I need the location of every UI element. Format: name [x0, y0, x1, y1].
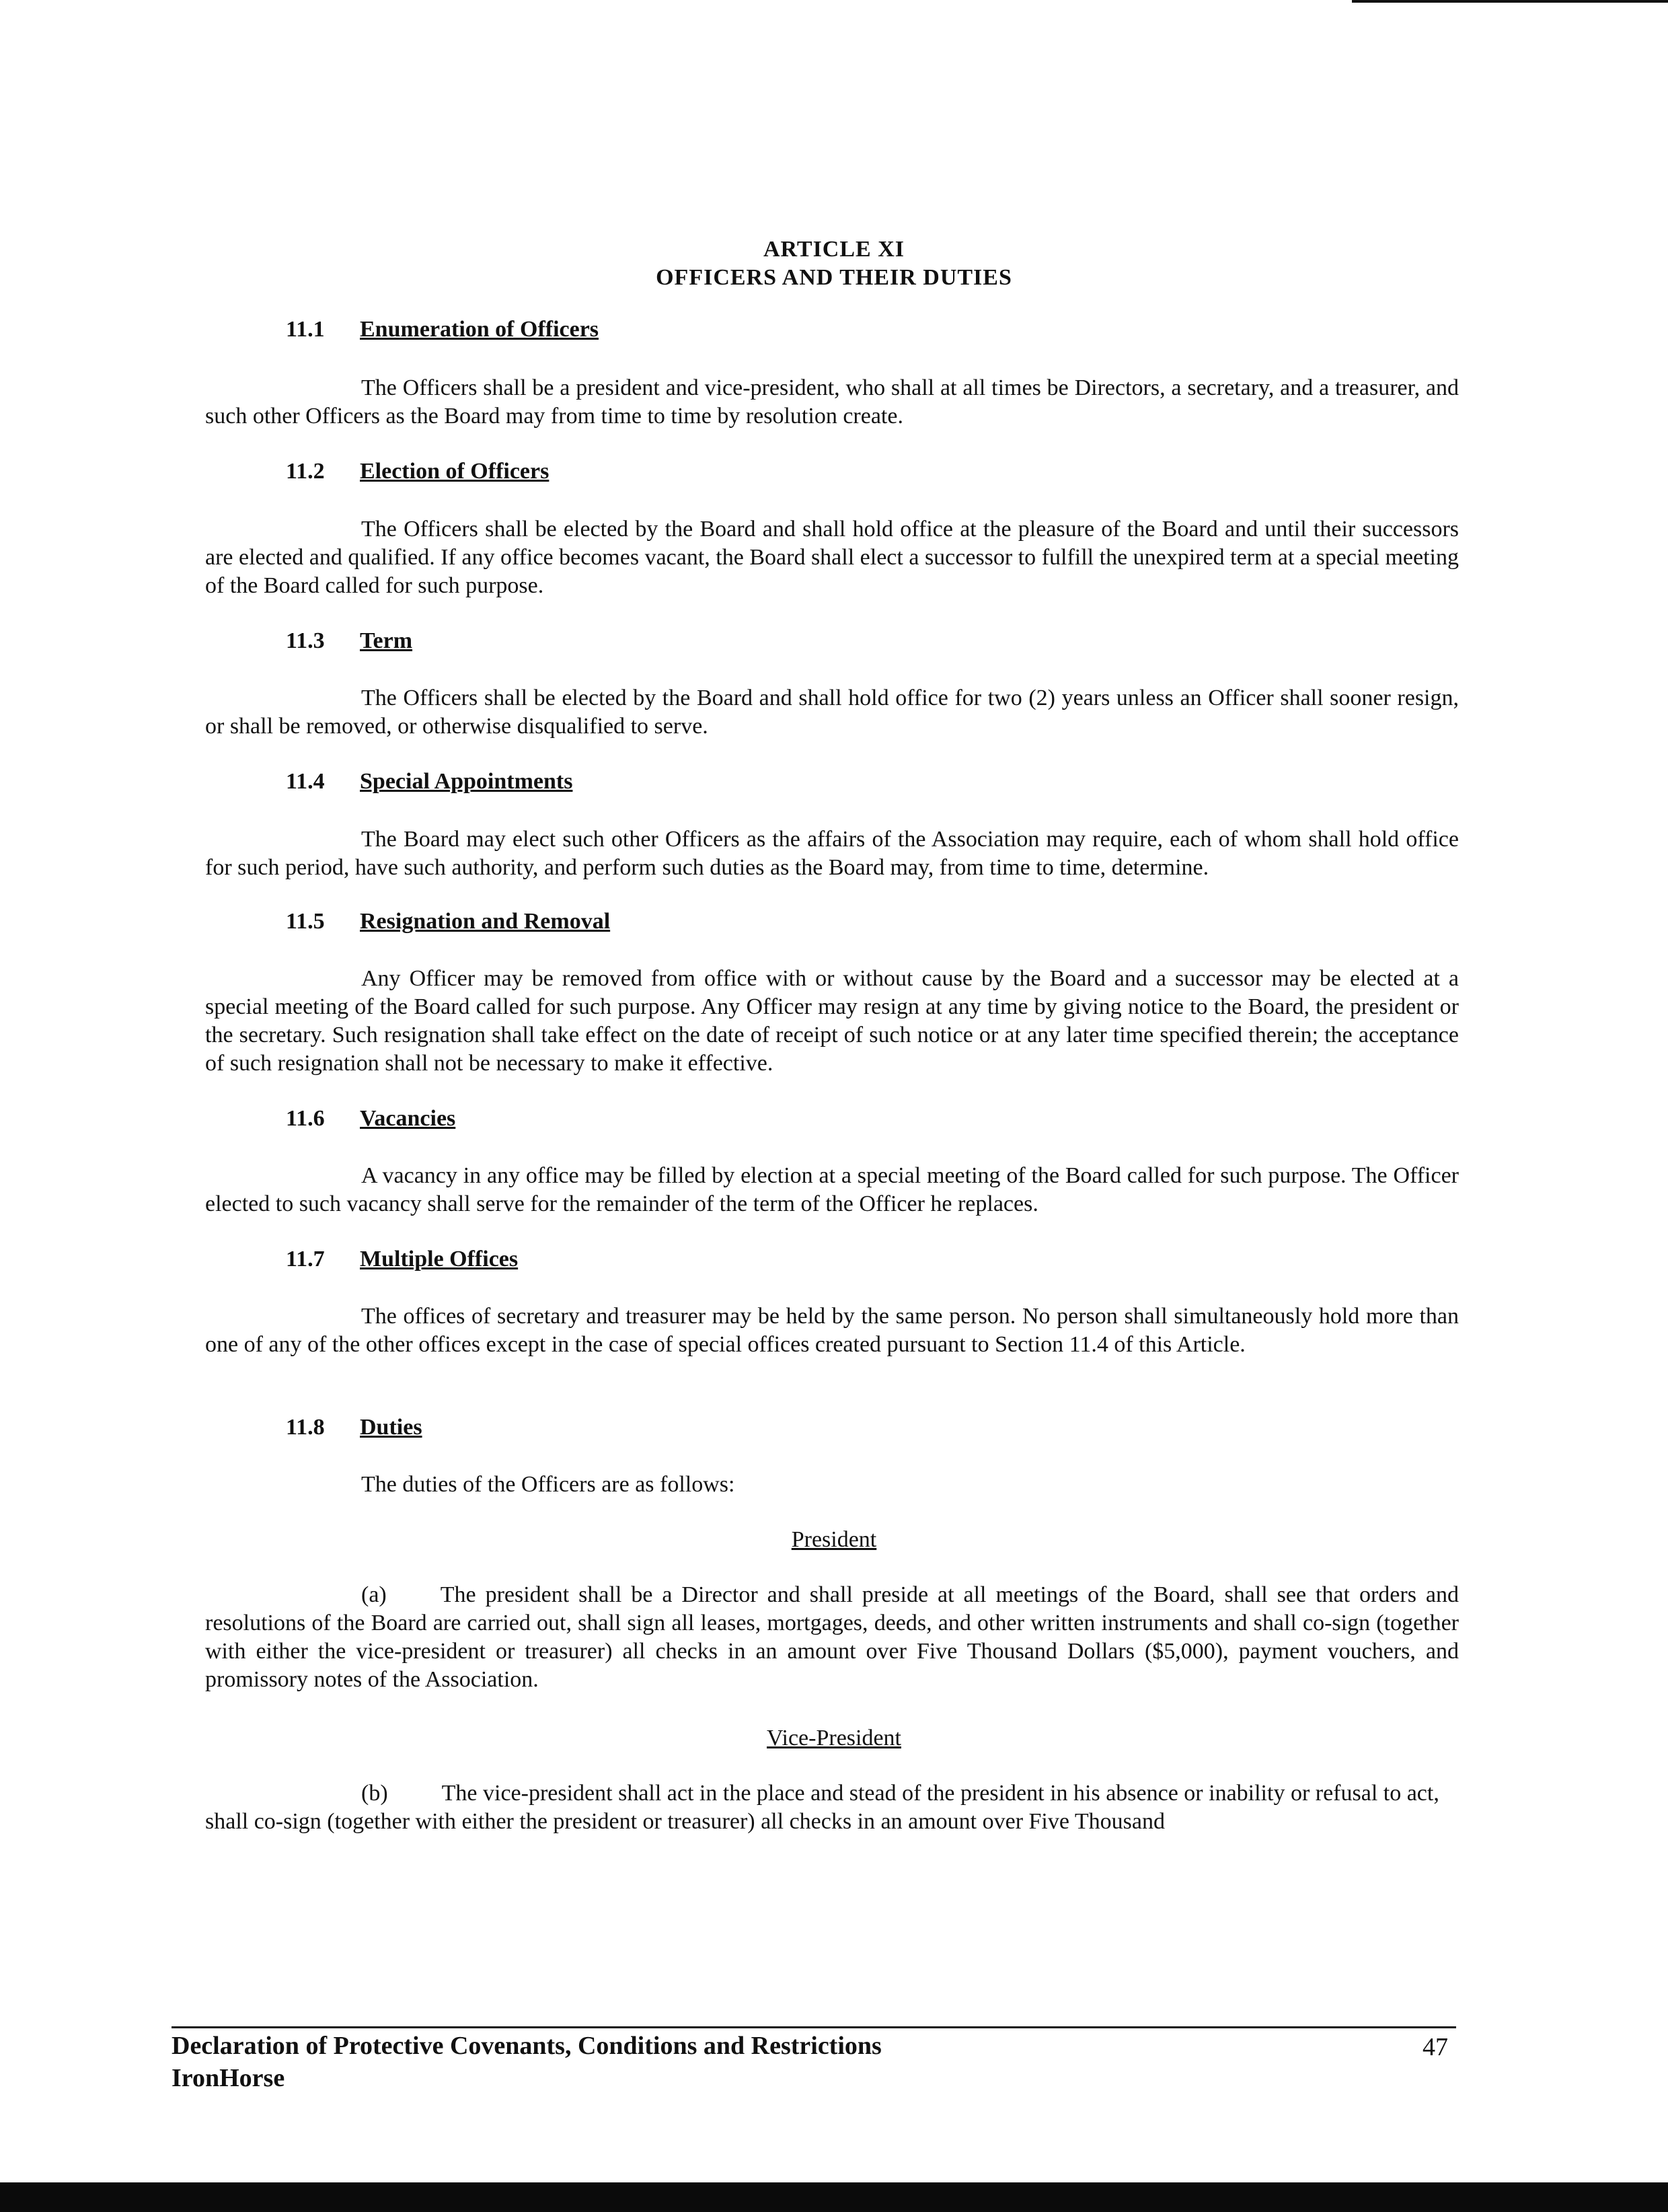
section-paragraph-11-2	[205, 515, 1459, 600]
paragraph-text: The Board may elect such other Officers as the affairs of the Association may require, each of whom shall hold office for such period, have such authority, and perform such duties as the Board may, from time to time, determine.	[205, 827, 1459, 880]
article-subtitle: OFFICERS AND THEIR DUTIES	[656, 265, 1012, 290]
section-number: 11.1	[286, 317, 325, 342]
page-number: 47	[1423, 2033, 1448, 2061]
section-heading-11-3	[286, 628, 412, 655]
section-title: Duties	[360, 1415, 422, 1440]
duty-text: The vice-president shall act in the place and stead of the president in his absence or inability or refusal to act, shall co-sign (together with either the president or treasurer) all checks in an amount over Five Thousand	[205, 1781, 1439, 1834]
paragraph-text: The Officers shall be elected by the Board and shall hold office for two (2) years unless an Officer shall sooner resign, or shall be removed, or otherwise disqualified to serve.	[205, 686, 1459, 739]
duty-heading-vice-president: Vice-President	[767, 1726, 901, 1750]
scan-bottom-band	[0, 2182, 1668, 2212]
section-paragraph-11-6	[205, 1162, 1459, 1218]
section-title: Special Appointments	[360, 769, 573, 794]
paragraph-text: The duties of the Officers are as follows:	[361, 1472, 735, 1497]
section-heading-11-1	[286, 316, 599, 343]
section-title: Resignation and Removal	[360, 909, 611, 934]
section-heading-11-4	[286, 768, 572, 795]
section-paragraph-11-5	[205, 965, 1459, 1078]
duty-label: (a)	[361, 1582, 387, 1607]
section-paragraph-11-3	[205, 684, 1459, 741]
duty-text: The president shall be a Director and shall preside at all meetings of the Board, shall see that orders and resolutions of the Board are carried out, shall sign all leases, mortgages, deeds, and other written instruments and shall co-sign (together with either the vice-president or treasurer) all checks in an amount over Five Thousand Dollars ($5,000), payment vouchers, and promissory notes of the Association.	[205, 1582, 1459, 1692]
paragraph-text: The Officers shall be a president and vice-president, who shall at all times be Directors, a secretary, and a treasurer, and such other Officers as the Board may from time to time by resolution create.	[205, 375, 1459, 429]
paragraph-text: A vacancy in any office may be filled by election at a special meeting of the Board called for such purpose. The Officer elected to such vacancy shall serve for the remainder of the term of the Officer he replaces.	[205, 1163, 1459, 1216]
section-heading-11-2	[286, 458, 549, 485]
section-heading-11-5	[286, 908, 610, 935]
paragraph-text: Any Officer may be removed from office with or without cause by the Board and a successor may be elected at a special meeting of the Board called for such purpose. Any Officer may resign at any time by giving notice to the Board, the president or the secretary. Such resignation shall take effect on the date of receipt of such notice or at any later time specified therein; the acceptance of such resignation shall not be necessary to make it effective.	[205, 966, 1459, 1076]
section-paragraph-11-7	[205, 1302, 1459, 1359]
section-number: 11.3	[286, 628, 325, 653]
section-paragraph-11-1	[205, 374, 1459, 431]
section-number: 11.2	[286, 459, 325, 484]
article-title: ARTICLE XI	[763, 237, 905, 262]
footer-community-name: IronHorse	[172, 2064, 285, 2092]
duty-paragraph-vice-president	[205, 1779, 1459, 1836]
section-number: 11.7	[286, 1247, 325, 1271]
section-number: 11.4	[286, 769, 325, 794]
section-paragraph-11-8	[205, 1471, 1459, 1499]
paragraph-text: The offices of secretary and treasurer may be held by the same person. No person shall simultaneously hold more than one of any of the other offices except in the case of special offices created pursuant to Section 11.4 of this Article.	[205, 1304, 1459, 1357]
footer-divider	[172, 2026, 1456, 2028]
section-title: Multiple Offices	[360, 1247, 519, 1271]
duty-label: (b)	[361, 1781, 388, 1806]
scan-edge-line	[1352, 0, 1668, 3]
section-heading-11-6	[286, 1105, 455, 1132]
section-heading-11-7	[286, 1246, 518, 1273]
paragraph-text: The Officers shall be elected by the Board and shall hold office at the pleasure of the Board and until their successors are elected and qualified. If any office becomes vacant, the Board shall elect a successor to fulfill the unexpired term at a special meeting of the Board called for such purpose.	[205, 517, 1459, 598]
duty-paragraph-president	[205, 1581, 1459, 1694]
duty-heading-president: President	[791, 1527, 877, 1552]
section-title: Term	[360, 628, 413, 653]
footer-document-title: Declaration of Protective Covenants, Conditions and Restrictions	[172, 2032, 882, 2060]
section-number: 11.8	[286, 1415, 325, 1440]
section-paragraph-11-4	[205, 825, 1459, 882]
section-title: Enumeration of Officers	[360, 317, 599, 342]
section-title: Election of Officers	[360, 459, 549, 484]
section-title: Vacancies	[360, 1106, 456, 1131]
section-heading-11-8	[286, 1414, 422, 1441]
section-number: 11.6	[286, 1106, 325, 1131]
section-number: 11.5	[286, 909, 325, 934]
